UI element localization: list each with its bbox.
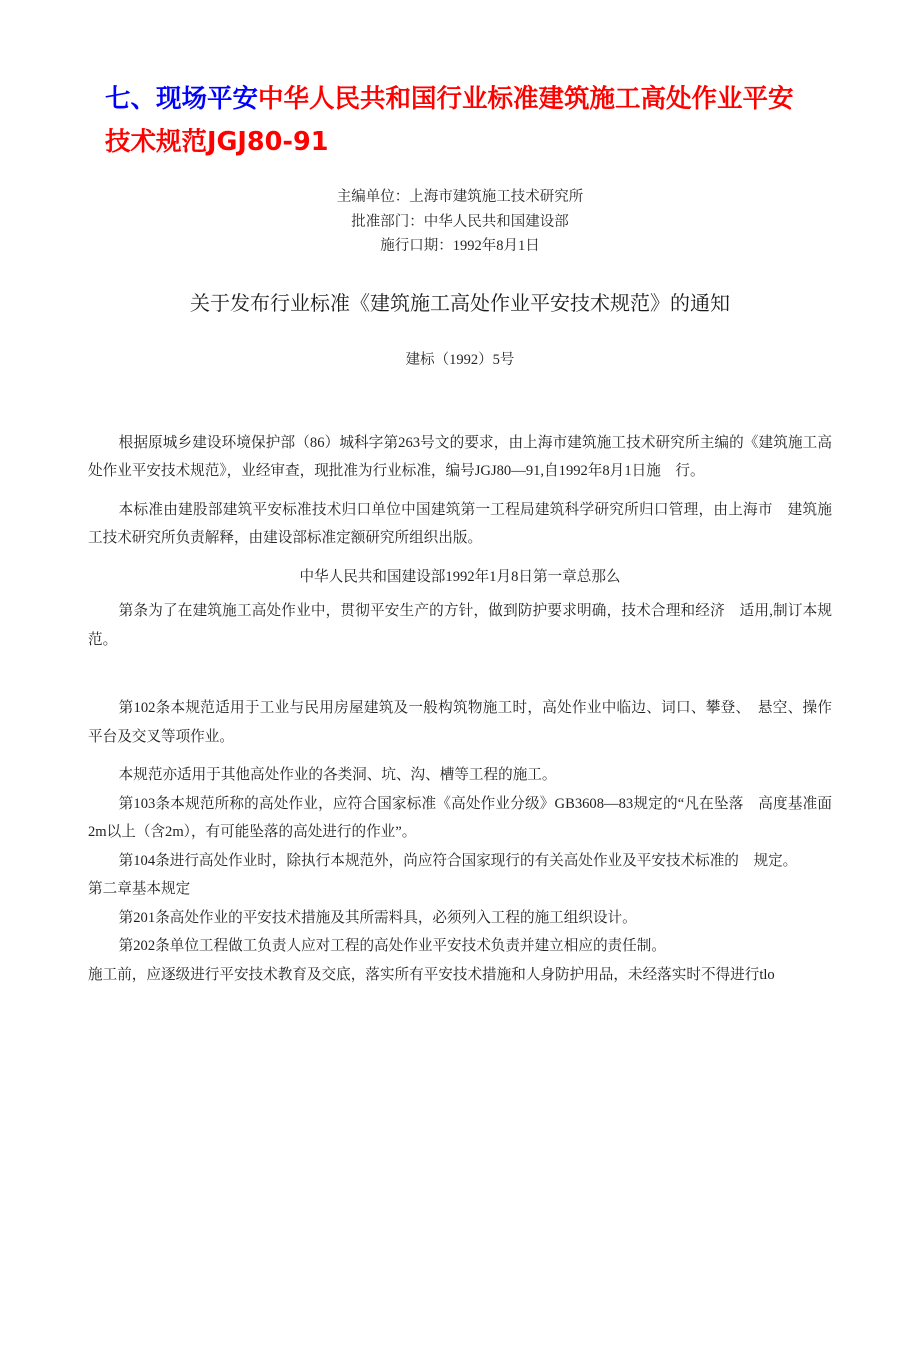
section-spacer: [88, 664, 832, 694]
paragraph-article-104: 第104条进行高处作业时，除执行本规范外，尚应符合国家现行的有关高处作业及平安技术标准的 规定。: [118, 852, 798, 869]
meta-line-effective-date: 施行口期：1992年8月1日: [380, 238, 540, 254]
paragraph-administration: 本标准由建股部建筑平安标准技术归口单位中国建筑第一工程局建筑科学研究所归口管理，由上海市 建筑施工技术研究所负责解释，由建设部标准定额研究所组织出版。: [88, 501, 832, 546]
document-meta: [0, 164, 920, 259]
page-title-prefix: 七、现场平安: [105, 84, 259, 114]
paragraph-article-201: 第201条高处作业的平安技术措施及其所需料具，必须列入工程的施工组织设计。: [118, 909, 637, 926]
page-title: [0, 0, 920, 164]
paragraph-article-102: 第102条本规范适用于工业与民用房屋建筑及一般构筑物施工时，高处作业中临边、词口、攀登、 悬空、操作平台及交叉等项作业。: [88, 700, 832, 745]
section-heading-chapter-2: 第二章基本规定: [88, 881, 191, 897]
meta-line-approver: 批准部门：中华人民共和国建设部: [351, 213, 569, 230]
page-title-main: 中华人民共和国行业标准建筑施工高处作业平安技术规范JGJ80-91: [105, 84, 794, 157]
paragraph-article-103: 第103条本规范所称的高处作业，应符合国家标准《高处作业分级》GB3608—83规定的“凡在坠落 高度基准面2m以上（含2m），有可能坠落的高处进行的作业”。: [88, 795, 832, 840]
paragraph-issuer-line: 中华人民共和国建设部1992年1月8日第一章总那么: [299, 568, 621, 585]
notice-heading: 关于发布行业标准《建筑施工高处作业平安技术规范》的通知: [190, 292, 730, 315]
paragraph-basis: 根据原城乡建设环境保护部（86）城科字第263号文的要求，由上海市建筑施工技术研究所主编的《建筑施工高处作业平安技术规范》，业经审查，现批准为行业标准，编号JGJ80—91,自1992年8月1日施 行。: [88, 434, 832, 479]
paragraph-article-202-cont: 施工前，应逐级进行平安技术教育及交底，落实所有平安技术措施和人身防护用品，未经落实时不得进行tlo: [88, 966, 775, 983]
paragraph-article-101: 第条为了在建筑施工高处作业中，贯彻平安生产的方针，做到防护要求明确，技术合理和经济 适用,制订本规范。: [88, 603, 832, 648]
meta-line-editor: 主编单位：上海市建筑施工技术研究所: [336, 189, 584, 205]
paragraph-article-102-note: 本规范亦适用于其他高处作业的各类洞、坑、沟、槽等工程的施工。: [118, 767, 557, 783]
document-body: [0, 372, 920, 990]
document-number: 建标（1992）5号: [405, 351, 515, 368]
paragraph-article-202: 第202条单位工程做工负责人应对工程的高处作业平安技术负责并建立相应的责任制。: [118, 938, 666, 954]
